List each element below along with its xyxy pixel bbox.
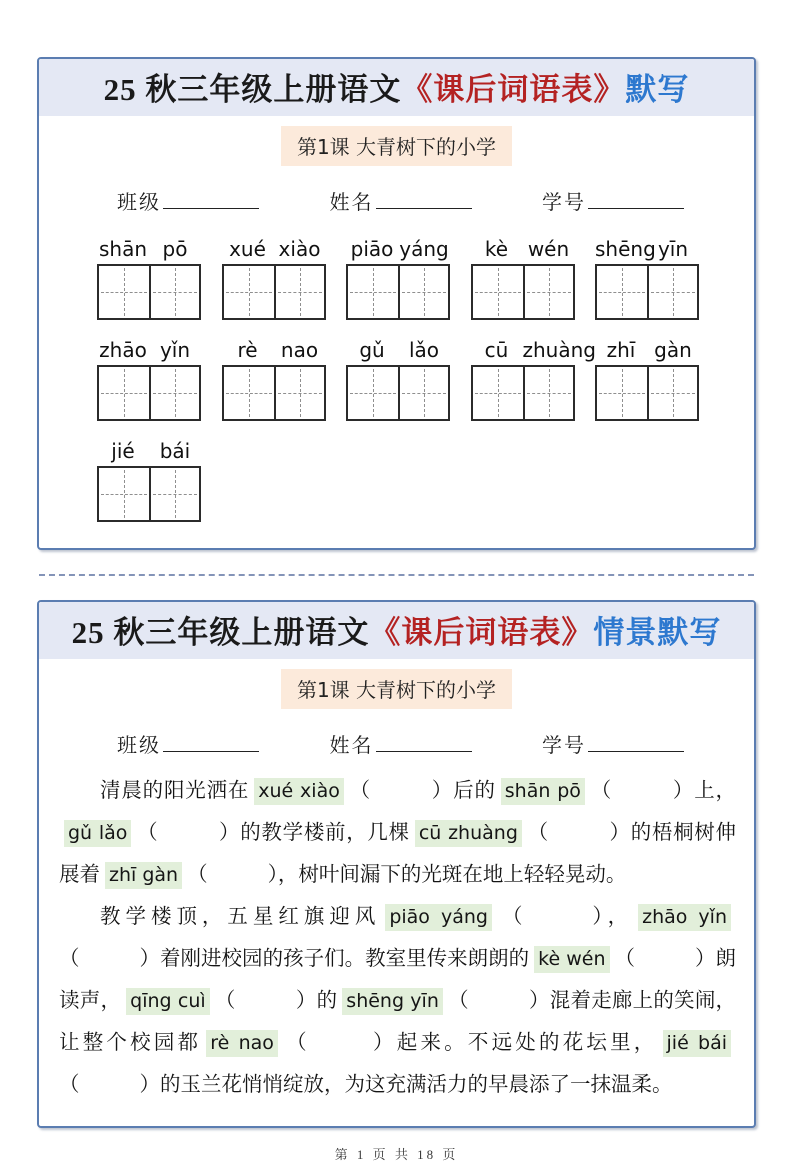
word-block [346,338,450,421]
sheet1-title-mode: 默写 [625,72,690,107]
writing-cell [274,367,324,419]
sheet2-lesson-banner-wrap [39,669,754,709]
name-field [330,186,472,215]
pinyin-syllable: yáng [399,237,449,261]
pinyin-highlight: kè wén [534,946,609,973]
pinyin-highlight: cū zhuàng [415,820,522,847]
scenario-paragraphs [39,758,754,1126]
word-grid-rows [39,215,754,548]
writing-cell [398,266,448,318]
paren-open: （ [589,780,613,802]
pinyin-syllable: jié [111,439,135,463]
pinyin-syllable: cū [484,338,509,362]
answer-blank [215,990,317,1012]
pinyin-label [471,338,596,362]
pinyin-syllable: shēng [595,237,656,261]
paren-close: ） [295,990,317,1012]
writing-grid [222,264,326,320]
pinyin-label [595,237,699,261]
writing-grid [222,365,326,421]
writing-grid [97,365,201,421]
name-blank-line [376,731,472,752]
writing-cell [99,266,149,318]
writing-cell [473,367,523,419]
word-block [97,338,201,421]
passage-text: ，树叶间漏下的光斑在地上轻轻晃动。 [277,864,627,886]
writing-cell [99,367,149,419]
pinyin-highlight: jié bái [663,1030,731,1057]
student-id-field [542,186,684,215]
word-block [471,237,575,320]
class-field [117,186,259,215]
writing-cell [597,266,647,318]
pinyin-highlight: zhāo yǐn [638,904,731,931]
answer-blank [136,822,240,844]
sheet2-fields-row [117,729,684,758]
dictation-sheet [37,57,756,550]
word-row [97,338,699,421]
pinyin-syllable: zhuàng [522,338,596,362]
passage-text: 混着走廊上的笑闹，让整个校园都 [59,990,737,1054]
pinyin-syllable: lǎo [408,338,440,362]
name-field-label: 姓名 [329,735,374,757]
writing-cell [398,367,448,419]
worksheet-page [37,0,756,1163]
word-block [346,237,450,320]
pinyin-syllable: bái [159,439,191,463]
student-id-field [542,729,684,758]
pinyin-syllable: gǔ [359,338,385,362]
pinyin-highlight: xué xiào [254,778,344,805]
word-block [222,338,326,421]
answer-blank [283,1032,397,1054]
pinyin-label [97,237,201,261]
writing-cell [149,266,199,318]
pinyin-label [471,237,575,261]
pinyin-highlight: gǔ lǎo [64,820,131,847]
pinyin-syllable: gàn [654,338,692,362]
paren-open: （ [526,822,549,844]
pinyin-syllable: yīn [657,237,689,261]
scenario-paragraph [59,896,736,1106]
pinyin-syllable: xué [229,237,266,261]
pinyin-highlight: shēng yīn [342,988,443,1015]
passage-text: 朗读声， [59,948,737,1012]
paren-open: （ [136,822,159,844]
passage-text: ， [607,906,634,928]
sheet1-lesson-banner-wrap [39,126,754,166]
writing-grid [471,365,575,421]
pinyin-syllable: xiào [278,237,321,261]
paren-close: ） [528,990,550,1012]
paren-open: （ [447,990,469,1012]
pinyin-syllable: piāo [350,237,394,261]
pinyin-highlight: rè nao [206,1030,278,1057]
answer-blank [59,1074,160,1096]
writing-grid [346,264,450,320]
class-blank-line [163,188,259,209]
writing-cell [348,367,398,419]
pinyin-label [222,237,326,261]
paren-close: ） [587,906,608,928]
writing-grid [346,365,450,421]
word-block [595,338,699,421]
answer-blank [497,906,608,928]
passage-text: 的教学楼前，几棵 [240,822,410,844]
lesson-banner: 第1课 大青树下的小学 [281,669,512,709]
pinyin-label [222,338,326,362]
writing-cell [99,468,149,520]
answer-blank [187,864,278,886]
passage-text: 教学楼顶，五星红旗迎风 [100,906,381,928]
student-id-field-label: 学号 [542,192,586,214]
paren-close: ） [218,822,241,844]
name-field [330,729,472,758]
writing-cell [473,266,523,318]
sheet1-title-book-name: 《课后词语表》 [401,72,626,107]
answer-blank [349,780,453,802]
name-field-label: 姓名 [329,192,374,214]
word-row [97,439,699,522]
paren-close: ） [369,1032,397,1054]
paren-open: （ [59,1074,80,1096]
pinyin-syllable: pō [162,237,188,261]
sheet1-title [104,72,690,107]
passage-text: 的梧桐树伸展着 [59,822,737,886]
passage-text: 着刚进校园的孩子们。教室里传来朗朗的 [160,948,530,970]
writing-cell [647,266,697,318]
class-field [117,729,259,758]
sheet1-title-prefix: 25 秋三年级上册语文 [103,72,402,107]
paren-open: （ [614,948,636,970]
cut-line-divider [39,574,754,576]
writing-cell [149,468,199,520]
pinyin-label [97,439,201,463]
pinyin-label [346,237,450,261]
paren-open: （ [348,780,371,802]
passage-text: 起来。不远处的花坛里， [396,1032,658,1054]
writing-cell [647,367,697,419]
writing-grid [97,466,201,522]
pinyin-label [97,338,201,362]
writing-cell [149,367,199,419]
paren-open: （ [214,990,236,1012]
sheet2-title [72,615,722,650]
writing-cell [348,266,398,318]
pinyin-label [346,338,450,362]
student-id-blank-line [588,731,684,752]
writing-cell [597,367,647,419]
pinyin-syllable: rè [237,338,258,362]
sheet2-title-prefix: 25 秋三年级上册语文 [71,615,370,650]
writing-grid [595,365,699,421]
class-field-label: 班级 [117,192,161,214]
passage-text: 上， [694,780,737,802]
answer-blank [590,780,694,802]
sheet2-title-bar [39,602,754,659]
passage-text: 的玉兰花悄悄绽放，为这充满活力的早晨添了一抹温柔。 [160,1074,673,1096]
pinyin-syllable: wén [527,237,570,261]
sheet2-title-mode: 情景默写 [593,615,722,650]
name-blank-line [376,188,472,209]
word-row [97,237,699,320]
page-footer: 第 1 页 共 18 页 [334,1147,459,1162]
writing-cell [224,367,274,419]
answer-blank [527,822,631,844]
pinyin-syllable: nao [280,338,319,362]
paren-open: （ [59,948,80,970]
writing-cell [523,266,573,318]
lesson-banner: 第1课 大青树下的小学 [281,126,512,166]
student-id-field-label: 学号 [542,735,586,757]
word-block [97,439,201,522]
sheet1-title-bar [39,59,754,116]
word-block [222,237,326,320]
paren-close: ） [672,780,695,802]
paren-close: ） [608,822,631,844]
sheet2-title-book-name: 《课后词语表》 [369,615,594,650]
writing-grid [595,264,699,320]
pinyin-highlight: piāo yáng [385,904,492,931]
pinyin-syllable: kè [484,237,509,261]
sheet1-fields-row [117,186,684,215]
pinyin-highlight: shān pō [501,778,585,805]
answer-blank [448,990,550,1012]
pinyin-highlight: zhī gàn [105,862,182,889]
writing-grid [471,264,575,320]
writing-cell [224,266,274,318]
student-id-blank-line [588,188,684,209]
pinyin-syllable: yǐn [159,338,191,362]
pinyin-syllable: shān [98,237,148,261]
paren-open: （ [282,1032,310,1054]
word-block [471,338,596,421]
scenario-sheet [37,600,756,1128]
scenario-paragraph [59,770,736,896]
paren-open: （ [496,906,528,928]
paren-close: ） [430,780,454,802]
paren-open: （ [187,864,208,886]
pinyin-syllable: zhāo [99,338,147,362]
paren-close: ） [139,1074,160,1096]
writing-cell [274,266,324,318]
word-block [595,237,699,320]
answer-blank [59,948,160,970]
pinyin-syllable: zhī [606,338,636,362]
paren-close: ） [267,864,278,886]
passage-text: 的 [316,990,338,1012]
passage-text: 后的 [453,780,496,802]
pinyin-highlight: qīng cuì [126,988,209,1015]
class-blank-line [163,731,259,752]
class-field-label: 班级 [117,735,161,757]
word-block [97,237,201,320]
answer-blank [615,948,716,970]
pinyin-label [595,338,699,362]
writing-grid [97,264,201,320]
writing-cell [523,367,573,419]
paren-close: ） [695,948,716,970]
paren-close: ） [139,948,161,970]
passage-text: 清晨的阳光洒在 [100,780,250,802]
